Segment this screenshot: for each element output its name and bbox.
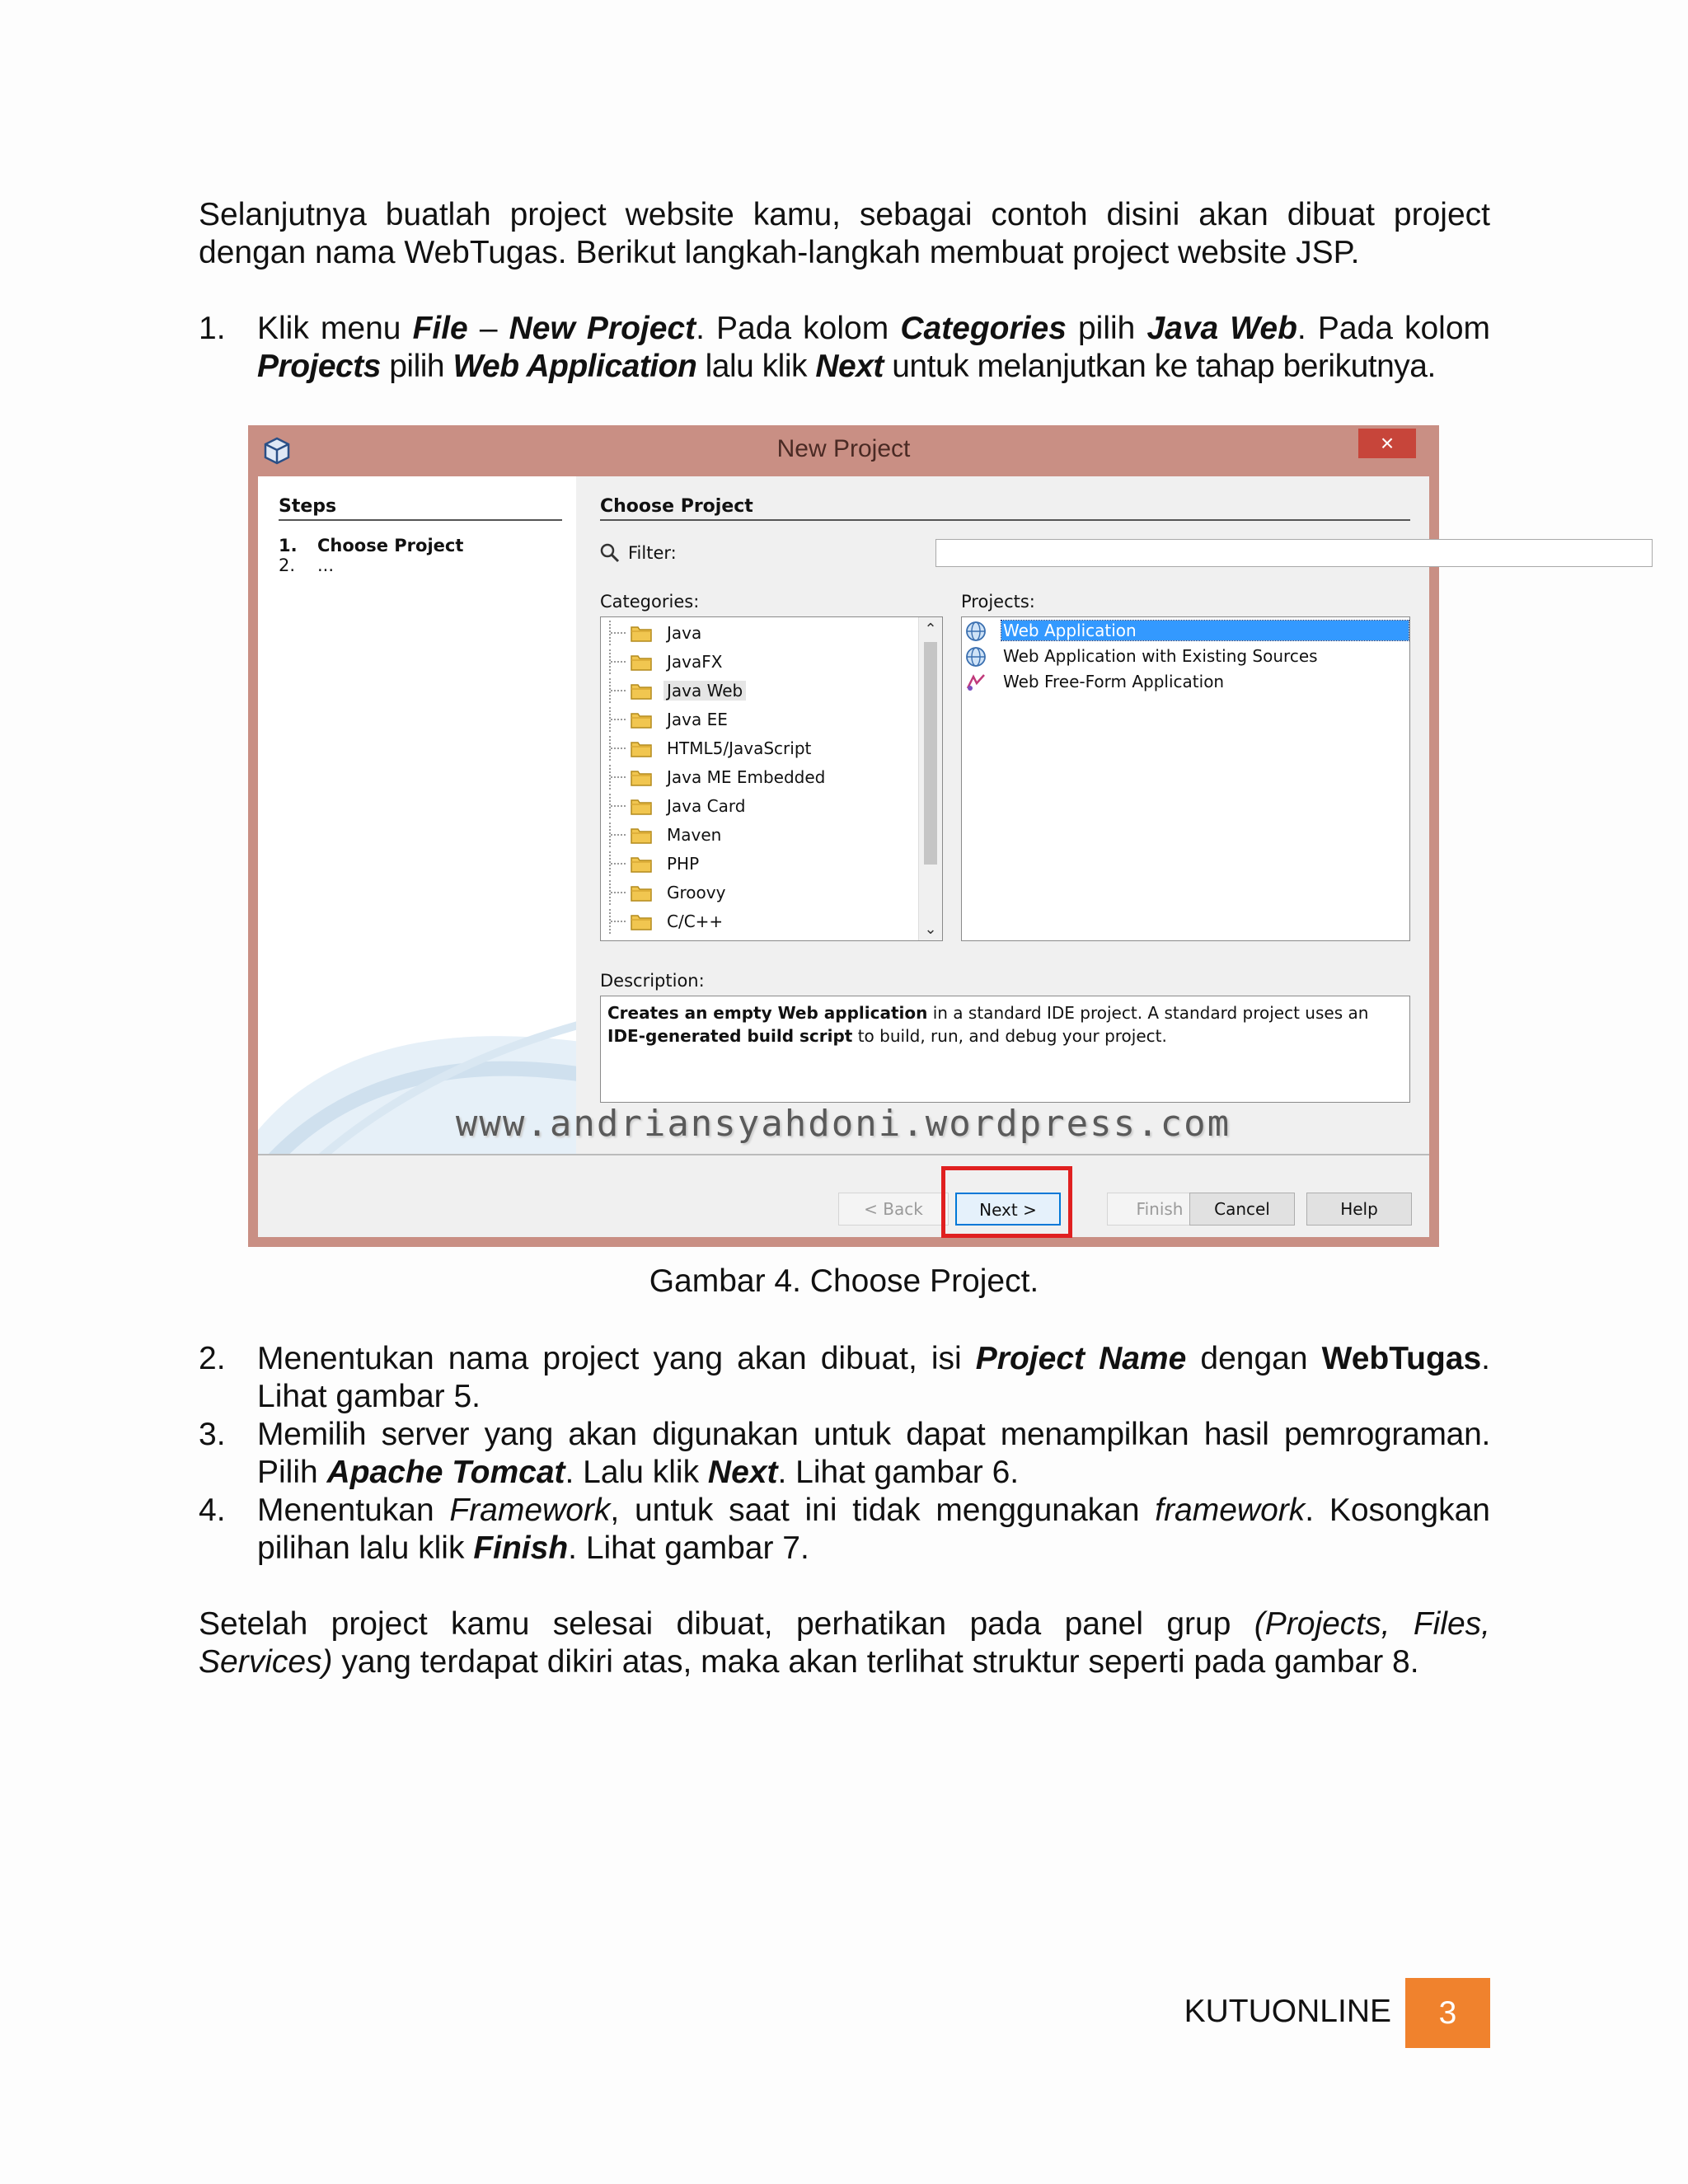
description-bold-1: Creates an empty Web application <box>607 1003 928 1023</box>
search-icon <box>599 542 621 564</box>
step-label-1: Choose Project <box>317 536 464 555</box>
step-3-line-2 <box>257 1454 1490 1492</box>
text-new-project: New Project <box>509 311 696 346</box>
tree-connector <box>609 765 631 790</box>
back-button[interactable]: < Back <box>838 1193 949 1226</box>
freeform-icon <box>965 672 987 693</box>
text: Klik menu <box>257 311 413 346</box>
text: Setelah project kamu selesai dibuat, perhatikan pada panel grup <box>199 1606 1254 1642</box>
tree-connector <box>609 823 631 847</box>
category-label: HTML5/JavaScript <box>667 738 812 758</box>
text-projects: Projects <box>257 349 381 384</box>
figure-caption: Gambar 4. Choose Project. <box>649 1263 1039 1299</box>
tree-connector <box>609 707 631 732</box>
outro-line-1 <box>199 1605 1490 1643</box>
filter-input[interactable] <box>935 539 1653 567</box>
text: . Pada kolom <box>1296 311 1491 346</box>
category-label: JavaFX <box>667 652 723 672</box>
text-framework: Framework <box>449 1493 611 1528</box>
tree-connector <box>609 909 631 934</box>
text: Menentukan <box>257 1493 450 1528</box>
step-1-line-1 <box>257 310 1490 348</box>
projects-list[interactable] <box>961 616 1410 941</box>
folder-icon <box>631 710 652 729</box>
list-item-step-2 <box>199 1340 1490 1416</box>
close-button[interactable]: × <box>1358 429 1416 458</box>
text: . Lalu klik <box>565 1455 708 1490</box>
text-java-web: Java Web <box>1146 311 1297 346</box>
text: – <box>467 311 509 346</box>
description-bold-2: IDE-generated build script <box>607 1026 853 1046</box>
cancel-button[interactable]: Cancel <box>1189 1193 1295 1226</box>
folder-icon <box>631 826 652 844</box>
scroll-up-icon[interactable]: ⌃ <box>924 621 937 637</box>
dialog-client-area <box>258 476 1429 1237</box>
categories-label: Categories: <box>600 592 700 612</box>
category-label: Java ME Embedded <box>667 767 826 787</box>
category-label: Java Card <box>667 796 746 816</box>
description-text-2: to build, run, and debug your project. <box>852 1026 1167 1046</box>
text-finish: Finish <box>473 1530 569 1566</box>
filter-label: Filter: <box>628 543 677 563</box>
folder-icon <box>631 624 652 642</box>
tree-connector <box>609 621 631 645</box>
tree-connector <box>609 649 631 674</box>
category-label: C/C++ <box>667 912 724 931</box>
text-web-application: Web Application <box>452 349 697 384</box>
scroll-down-icon[interactable]: ⌄ <box>924 921 937 937</box>
text: yang terdapat dikiri atas, maka akan terlihat struktur seperti pada gambar 8. <box>332 1644 1419 1680</box>
list-item-step-3 <box>199 1416 1490 1492</box>
text-next: Next <box>815 349 884 384</box>
finish-button[interactable]: Finish <box>1107 1193 1212 1226</box>
dialog-title: New Project <box>776 435 911 462</box>
folder-icon <box>631 797 652 815</box>
step-number-2: 2. <box>279 555 296 575</box>
next-button[interactable]: Next > <box>955 1193 1061 1226</box>
folder-icon <box>631 883 652 902</box>
page-number: 3 <box>1405 1978 1490 2048</box>
step-4-line-1 <box>257 1492 1490 1530</box>
text-webtugas: WebTugas <box>1321 1341 1482 1376</box>
folder-icon <box>631 653 652 671</box>
category-label: Maven <box>667 825 722 845</box>
list-item-step-4 <box>199 1492 1490 1568</box>
button-bar-divider <box>258 1154 1429 1155</box>
text: , untuk saat ini tidak menggunakan <box>610 1493 1156 1528</box>
new-project-dialog <box>248 425 1439 1247</box>
steps-divider <box>279 519 562 521</box>
text: pilih <box>380 349 453 384</box>
category-label: Java EE <box>667 710 728 729</box>
list-number: 1. <box>199 311 226 346</box>
folder-icon <box>631 912 652 930</box>
step-label-2: ... <box>317 555 335 575</box>
choose-project-header: Choose Project <box>600 496 753 517</box>
text-framework-lower: framework <box>1155 1493 1306 1528</box>
project-label: Web Application with Existing Sources <box>1003 646 1318 666</box>
categories-list[interactable] <box>600 616 943 941</box>
main-divider <box>600 519 1410 521</box>
watermark-text: www.andriansyahdoni.wordpress.com <box>455 1103 1231 1145</box>
category-label: PHP <box>667 854 700 874</box>
text-services: Services) <box>199 1644 333 1680</box>
tree-connector <box>609 794 631 818</box>
steps-panel <box>258 476 576 1154</box>
step-3-line-1: Memilih server yang akan digunakan untuk dapat menampilkan hasil pemrograman. <box>257 1417 1490 1452</box>
text-categories: Categories <box>900 311 1067 346</box>
tree-connector <box>609 678 631 703</box>
projects-label: Projects: <box>961 592 1035 612</box>
folder-icon <box>631 855 652 873</box>
globe-icon <box>965 621 987 642</box>
text: Menentukan nama project yang akan dibuat, isi <box>257 1341 976 1376</box>
list-number: 4. <box>199 1493 226 1528</box>
step-4-line-2 <box>257 1530 1490 1568</box>
list-number: 2. <box>199 1341 226 1376</box>
text-file: File <box>412 311 468 346</box>
text: pilihan lalu klik <box>257 1530 474 1566</box>
project-label: Web Free-Form Application <box>1003 672 1225 691</box>
tree-connector <box>609 851 631 876</box>
text-project-name: Project Name <box>975 1341 1187 1376</box>
steps-header: Steps <box>279 496 337 517</box>
help-button[interactable]: Help <box>1306 1193 1412 1226</box>
text: pilih <box>1066 311 1147 346</box>
intro-line-2: dengan nama WebTugas. Berikut langkah-langkah membuat project website JSP. <box>199 235 1360 270</box>
globe-icon <box>965 646 987 668</box>
folder-icon <box>631 682 652 700</box>
description-label: Description: <box>600 971 705 991</box>
text-projects-files: (Projects, Files, <box>1254 1606 1491 1642</box>
tree-connector <box>609 736 631 761</box>
text: . Lihat gambar 7. <box>568 1530 809 1566</box>
description-text-1: in a standard IDE project. A standard project uses an <box>927 1003 1369 1023</box>
title-bar <box>248 425 1439 476</box>
folder-icon <box>631 739 652 757</box>
step-2-line-2: Lihat gambar 5. <box>257 1379 481 1414</box>
text: . Pada kolom <box>696 311 901 346</box>
description-box <box>600 996 1410 1103</box>
folder-icon <box>631 768 652 786</box>
intro-line-1: Selanjutnya buatlah project website kamu, sebagai contoh disini akan dibuat project <box>199 197 1490 232</box>
step-1-line-2 <box>257 348 1490 386</box>
step-2-line-1 <box>257 1340 1490 1378</box>
text: dengan <box>1186 1341 1322 1376</box>
step-number-1: 1. <box>279 536 298 555</box>
text-next: Next <box>707 1455 778 1490</box>
tree-connector <box>609 880 631 905</box>
list-number: 3. <box>199 1417 226 1452</box>
category-label: Java <box>667 623 702 643</box>
text-apache-tomcat: Apache Tomcat <box>326 1455 565 1490</box>
scroll-thumb[interactable] <box>924 642 937 865</box>
text: . <box>1481 1341 1491 1376</box>
text: Pilih <box>257 1455 327 1490</box>
text: untuk melanjutkan ke tahap berikutnya. <box>883 349 1436 384</box>
text: . Lihat gambar 6. <box>777 1455 1020 1490</box>
category-label: Java Web <box>663 681 746 701</box>
next-button-highlight-box <box>941 1166 1072 1238</box>
list-item-step-1 <box>199 310 1490 386</box>
footer-brand: KUTUONLINE <box>1184 1994 1391 2029</box>
category-label: Groovy <box>667 883 726 902</box>
text: lalu klik <box>696 349 816 384</box>
project-label: Web Application <box>1001 621 1409 640</box>
outro-line-2 <box>199 1643 1490 1681</box>
text: . Kosongkan <box>1305 1493 1490 1528</box>
categories-scrollbar[interactable] <box>918 617 942 940</box>
